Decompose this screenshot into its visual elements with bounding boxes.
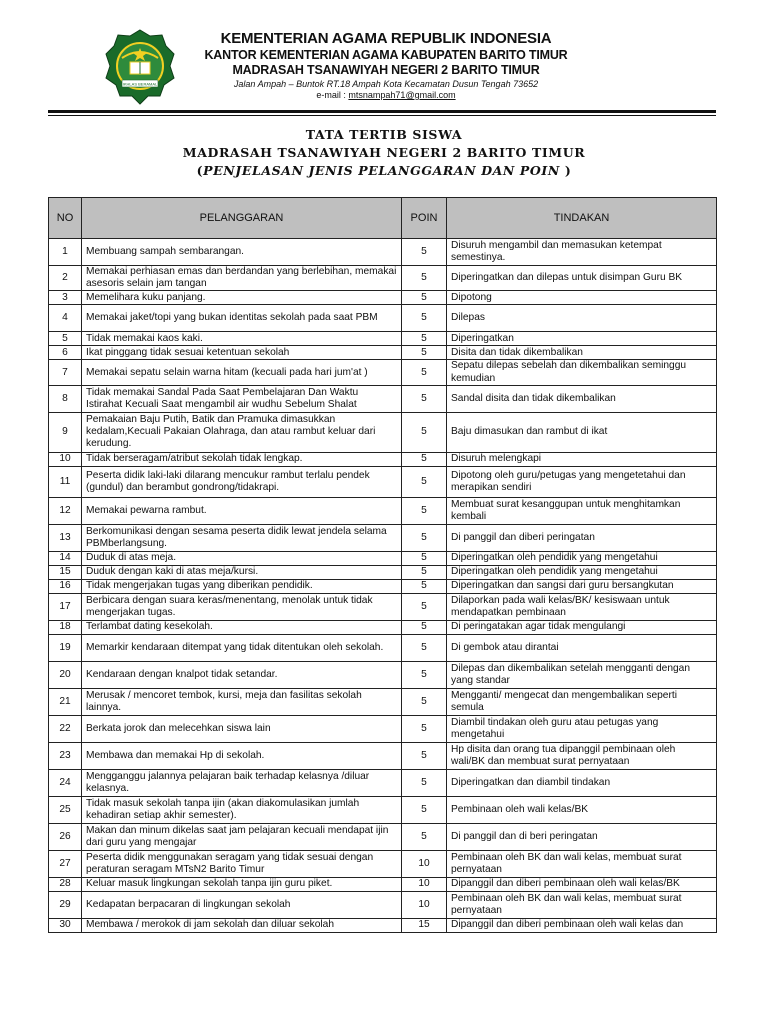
row-number: 2 bbox=[49, 266, 82, 291]
points-value: 5 bbox=[402, 796, 447, 823]
violation-text: Berkomunikasi dengan sesama peserta didik lewat jendela selama PBMberlangsung. bbox=[82, 524, 402, 551]
table-row bbox=[49, 891, 717, 918]
email-line bbox=[186, 90, 586, 101]
points-value: 5 bbox=[402, 769, 447, 796]
email-label: e-mail : bbox=[316, 90, 349, 100]
row-number: 5 bbox=[49, 332, 82, 346]
table-row bbox=[49, 688, 717, 715]
violation-text: Duduk di atas meja. bbox=[82, 551, 402, 565]
title-line-1: TATA TERTIB SISWA bbox=[305, 127, 463, 142]
table-row bbox=[49, 565, 717, 579]
points-value: 5 bbox=[402, 385, 447, 412]
table-row bbox=[49, 620, 717, 634]
action-text: Dilepas bbox=[447, 305, 717, 332]
letterhead bbox=[0, 22, 768, 112]
violation-text: Tidak berseragam/atribut sekolah tidak lengkap. bbox=[82, 452, 402, 466]
row-number: 8 bbox=[49, 385, 82, 412]
table-row bbox=[49, 305, 717, 332]
violation-text: Keluar masuk lingkungan sekolah tanpa ijin guru piket. bbox=[82, 877, 402, 891]
violation-text: Peserta didik laki-laki dilarang mencukur rambut terlalu pendek (gundul) dan berambut gondrong/tidakrapi. bbox=[82, 466, 402, 497]
row-number: 17 bbox=[49, 593, 82, 620]
action-text: Diambil tindakan oleh guru atau petugas yang mengetahui bbox=[447, 715, 717, 742]
action-text: Diperingatkan bbox=[447, 332, 717, 346]
header-tindakan: TINDAKAN bbox=[447, 198, 717, 239]
points-value: 5 bbox=[402, 715, 447, 742]
points-value: 5 bbox=[402, 593, 447, 620]
points-value: 5 bbox=[402, 620, 447, 634]
table-row bbox=[49, 360, 717, 385]
action-text: Dilepas dan dikembalikan setelah mengganti dengan yang standar bbox=[447, 661, 717, 688]
action-text: Di peringatakan agar tidak mengulangi bbox=[447, 620, 717, 634]
action-text: Diperingatkan oleh pendidik yang mengetahui bbox=[447, 551, 717, 565]
action-text: Diperingatkan dan sangsi dari guru bersangkutan bbox=[447, 579, 717, 593]
table-row bbox=[49, 918, 717, 932]
violation-text: Kendaraan dengan knalpot tidak setandar. bbox=[82, 661, 402, 688]
action-text: Mengganti/ mengecat dan mengembalikan seperti semula bbox=[447, 688, 717, 715]
email-link[interactable]: mtsnampah71@gmail.com bbox=[348, 90, 456, 100]
table-row bbox=[49, 551, 717, 565]
row-number: 27 bbox=[49, 850, 82, 877]
title-paren-close: ) bbox=[559, 163, 572, 178]
table-row bbox=[49, 661, 717, 688]
table-row bbox=[49, 412, 717, 452]
points-value: 10 bbox=[402, 891, 447, 918]
row-number: 9 bbox=[49, 412, 82, 452]
table-row bbox=[49, 239, 717, 266]
points-value: 5 bbox=[402, 565, 447, 579]
violation-text: Memakai perhiasan emas dan berdandan yang berlebihan, memakai asesoris selain jam tangan bbox=[82, 266, 402, 291]
violation-text: Kedapatan berpacaran di lingkungan sekolah bbox=[82, 891, 402, 918]
violation-text: Terlambat dating kesekolah. bbox=[82, 620, 402, 634]
title-subtitle: PENJELASAN JENIS PELANGGARAN DAN POIN bbox=[203, 163, 560, 178]
row-number: 13 bbox=[49, 524, 82, 551]
letterhead-rule-thick bbox=[48, 110, 716, 113]
points-value: 5 bbox=[402, 742, 447, 769]
points-value: 5 bbox=[402, 266, 447, 291]
table-row bbox=[49, 579, 717, 593]
school-name: MADRASAH TSANAWIYAH NEGERI 2 BARITO TIMUR bbox=[232, 63, 540, 77]
table-row bbox=[49, 877, 717, 891]
table-row bbox=[49, 266, 717, 291]
action-text: Diperingatkan oleh pendidik yang mengetahui bbox=[447, 565, 717, 579]
violation-text: Membuang sampah sembarangan. bbox=[82, 239, 402, 266]
row-number: 25 bbox=[49, 796, 82, 823]
row-number: 23 bbox=[49, 742, 82, 769]
row-number: 28 bbox=[49, 877, 82, 891]
violation-text: Memelihara kuku panjang. bbox=[82, 291, 402, 305]
action-text: Hp disita dan orang tua dipanggil pembinaan oleh wali/BK dan membuat surat pernyataan bbox=[447, 742, 717, 769]
row-number: 14 bbox=[49, 551, 82, 565]
violation-text: Merusak / mencoret tembok, kursi, meja dan fasilitas sekolah lainnya. bbox=[82, 688, 402, 715]
violation-text: Makan dan minum dikelas saat jam pelajaran kecuali mendapat ijin dari guru yang mengajar bbox=[82, 823, 402, 850]
table-row bbox=[49, 466, 717, 497]
action-text: Dipotong oleh guru/petugas yang mengetetahui dan merapikan sendiri bbox=[447, 466, 717, 497]
action-text: Dipotong bbox=[447, 291, 717, 305]
table-header-row bbox=[49, 198, 717, 239]
action-text: Dilaporkan pada wali kelas/BK/ kesiswaan untuk mendapatkan pembinaan bbox=[447, 593, 717, 620]
table-row bbox=[49, 291, 717, 305]
kemenag-logo bbox=[104, 28, 176, 108]
violation-text: Memakai jaket/topi yang bukan identitas sekolah pada saat PBM bbox=[82, 305, 402, 332]
action-text: Di panggil dan diberi peringatan bbox=[447, 524, 717, 551]
points-value: 5 bbox=[402, 579, 447, 593]
row-number: 11 bbox=[49, 466, 82, 497]
row-number: 16 bbox=[49, 579, 82, 593]
points-value: 5 bbox=[402, 412, 447, 452]
row-number: 12 bbox=[49, 497, 82, 524]
row-number: 4 bbox=[49, 305, 82, 332]
action-text: Di gembok atau dirantai bbox=[447, 634, 717, 661]
action-text: Pembinaan oleh BK dan wali kelas, membuat surat pernyataan bbox=[447, 850, 717, 877]
row-number: 18 bbox=[49, 620, 82, 634]
header-poin: POIN bbox=[402, 198, 447, 239]
row-number: 26 bbox=[49, 823, 82, 850]
action-text: Disuruh mengambil dan memasukan ketempat semestinya. bbox=[447, 239, 717, 266]
points-value: 15 bbox=[402, 918, 447, 932]
violation-text: Berbicara dengan suara keras/menentang, menolak untuk tidak mengerjakan tugas. bbox=[82, 593, 402, 620]
points-value: 5 bbox=[402, 688, 447, 715]
points-value: 5 bbox=[402, 346, 447, 360]
action-text: Dipanggil dan diberi pembinaan oleh wali kelas/BK bbox=[447, 877, 717, 891]
violation-text: Tidak masuk sekolah tanpa ijin (akan diakomulasikan jumlah kehadiran setiap akhir semester). bbox=[82, 796, 402, 823]
office-name: KANTOR KEMENTERIAN AGAMA KABUPATEN BARITO TIMUR bbox=[204, 48, 568, 62]
title-line-3 bbox=[0, 162, 768, 180]
violation-text: Memakai sepatu selain warna hitam (kecuali pada hari jum'at ) bbox=[82, 360, 402, 385]
points-value: 5 bbox=[402, 634, 447, 661]
logo-caption: IKHLAS BERAMAL bbox=[122, 81, 158, 87]
row-number: 7 bbox=[49, 360, 82, 385]
action-text: Sandal disita dan tidak dikembalikan bbox=[447, 385, 717, 412]
violation-text: Tidak mengerjakan tugas yang diberikan pendidik. bbox=[82, 579, 402, 593]
table-body bbox=[49, 239, 717, 933]
points-value: 5 bbox=[402, 305, 447, 332]
points-value: 5 bbox=[402, 291, 447, 305]
row-number: 6 bbox=[49, 346, 82, 360]
table-row bbox=[49, 823, 717, 850]
table-row bbox=[49, 769, 717, 796]
table-row bbox=[49, 332, 717, 346]
row-number: 20 bbox=[49, 661, 82, 688]
points-value: 5 bbox=[402, 452, 447, 466]
table-row bbox=[49, 452, 717, 466]
violation-text: Peserta didik menggunakan seragam yang tidak sesuai dengan peraturan seragam MTsN2 Barito Timur bbox=[82, 850, 402, 877]
table-row bbox=[49, 346, 717, 360]
action-text: Disita dan tidak dikembalikan bbox=[447, 346, 717, 360]
violation-text: Pemakaian Baju Putih, Batik dan Pramuka dimasukkan kedalam,Kecuali Pakaian Olahraga, dan atau rambut keluar dari kerudung. bbox=[82, 412, 402, 452]
violation-text: Tidak memakai Sandal Pada Saat Pembelajaran Dan Waktu Istirahat Kecuali Saat mengambil air wudhu Sebelum Shalat bbox=[82, 385, 402, 412]
row-number: 22 bbox=[49, 715, 82, 742]
action-text: Sepatu dilepas sebelah dan dikembalikan seminggu kemudian bbox=[447, 360, 717, 385]
points-value: 5 bbox=[402, 661, 447, 688]
table-row bbox=[49, 634, 717, 661]
ministry-name: KEMENTERIAN AGAMA REPUBLIK INDONESIA bbox=[220, 30, 552, 47]
row-number: 15 bbox=[49, 565, 82, 579]
title-line-2: MADRASAH TSANAWIYAH NEGERI 2 BARITO TIMUR bbox=[182, 145, 586, 160]
violation-text: Mengganggu jalannya pelajaran baik terhadap kelasnya /diluar kelasnya. bbox=[82, 769, 402, 796]
table-row bbox=[49, 850, 717, 877]
violations-table bbox=[48, 197, 717, 933]
points-value: 5 bbox=[402, 360, 447, 385]
action-text: Diperingatkan dan dilepas untuk disimpan Guru BK bbox=[447, 266, 717, 291]
table-row bbox=[49, 715, 717, 742]
points-value: 5 bbox=[402, 551, 447, 565]
action-text: Dipanggil dan diberi pembinaan oleh wali kelas dan bbox=[447, 918, 717, 932]
table-row bbox=[49, 497, 717, 524]
points-value: 5 bbox=[402, 332, 447, 346]
row-number: 1 bbox=[49, 239, 82, 266]
points-value: 10 bbox=[402, 877, 447, 891]
points-value: 5 bbox=[402, 524, 447, 551]
violation-text: Tidak memakai kaos kaki. bbox=[82, 332, 402, 346]
points-value: 5 bbox=[402, 497, 447, 524]
points-value: 10 bbox=[402, 850, 447, 877]
action-text: Pembinaan oleh wali kelas/BK bbox=[447, 796, 717, 823]
violation-text: Membawa dan memakai Hp di sekolah. bbox=[82, 742, 402, 769]
row-number: 21 bbox=[49, 688, 82, 715]
points-value: 5 bbox=[402, 466, 447, 497]
table-row bbox=[49, 742, 717, 769]
document-title bbox=[0, 126, 768, 180]
table-row bbox=[49, 593, 717, 620]
action-text: Di panggil dan di beri peringatan bbox=[447, 823, 717, 850]
action-text: Membuat surat kesanggupan untuk menghitamkan kembali bbox=[447, 497, 717, 524]
letterhead-rule-thin bbox=[48, 115, 716, 116]
header-pelanggaran: PELANGGARAN bbox=[82, 198, 402, 239]
table-row bbox=[49, 524, 717, 551]
violation-text: Membawa / merokok di jam sekolah dan diluar sekolah bbox=[82, 918, 402, 932]
table-row bbox=[49, 385, 717, 412]
action-text: Diperingatkan dan diambil tindakan bbox=[447, 769, 717, 796]
table-row bbox=[49, 796, 717, 823]
row-number: 30 bbox=[49, 918, 82, 932]
row-number: 19 bbox=[49, 634, 82, 661]
action-text: Baju dimasukan dan rambut di ikat bbox=[447, 412, 717, 452]
row-number: 10 bbox=[49, 452, 82, 466]
violation-text: Duduk dengan kaki di atas meja/kursi. bbox=[82, 565, 402, 579]
points-value: 5 bbox=[402, 239, 447, 266]
school-address: Jalan Ampah – Buntok RT.18 Ampah Kota Kecamatan Dusun Tengah 73652 bbox=[233, 79, 539, 89]
letterhead-text bbox=[186, 30, 586, 101]
points-value: 5 bbox=[402, 823, 447, 850]
row-number: 24 bbox=[49, 769, 82, 796]
row-number: 3 bbox=[49, 291, 82, 305]
row-number: 29 bbox=[49, 891, 82, 918]
action-text: Pembinaan oleh BK dan wali kelas, membuat surat pernyataan bbox=[447, 891, 717, 918]
violation-text: Memakai pewarna rambut. bbox=[82, 497, 402, 524]
header-no: NO bbox=[49, 198, 82, 239]
violation-text: Memarkir kendaraan ditempat yang tidak ditentukan oleh sekolah. bbox=[82, 634, 402, 661]
title-paren-open: ( bbox=[196, 163, 204, 178]
action-text: Disuruh melengkapi bbox=[447, 452, 717, 466]
violation-text: Berkata jorok dan melecehkan siswa lain bbox=[82, 715, 402, 742]
violation-text: Ikat pinggang tidak sesuai ketentuan sekolah bbox=[82, 346, 402, 360]
